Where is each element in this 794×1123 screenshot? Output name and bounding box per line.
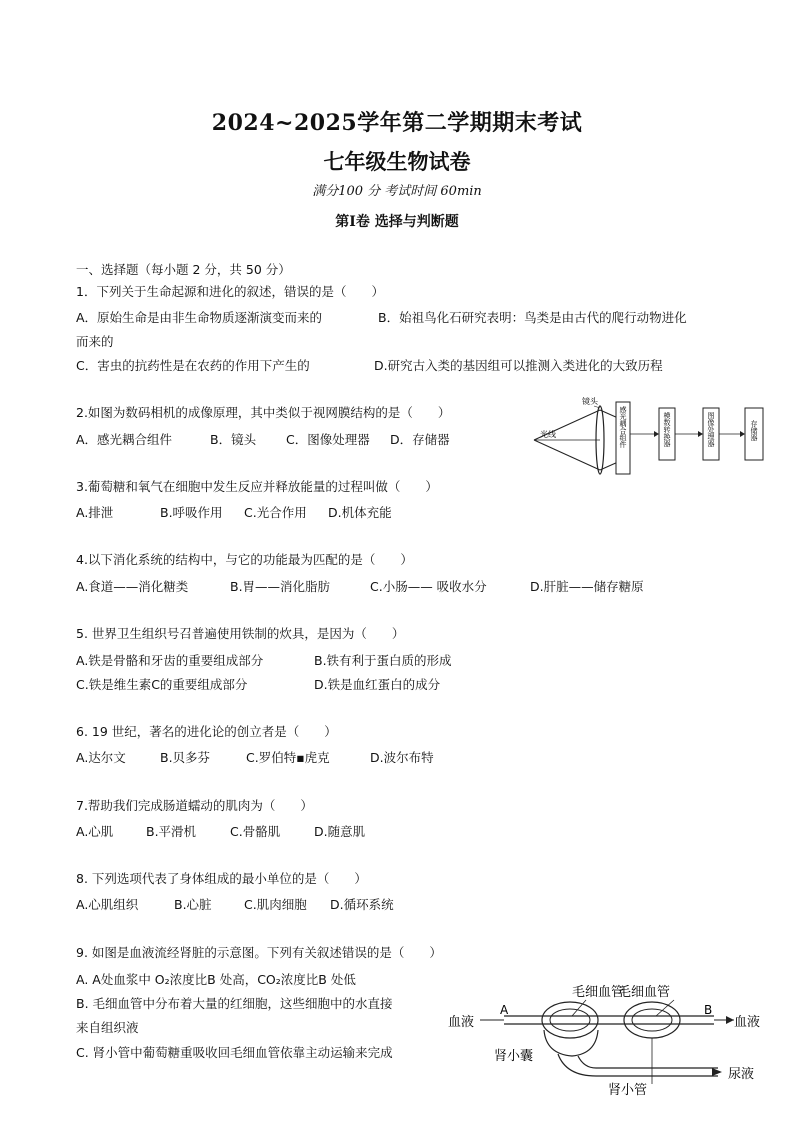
question-5-option-d: D.铁是血红蛋白的成分 — [314, 677, 441, 692]
question-5-option-b: B.铁有利于蛋白质的形成 — [314, 653, 452, 668]
question-7-stem: 7.帮助我们完成肠道蠕动的肌肉为（ ） — [76, 798, 313, 813]
question-5-option-a: A.铁是骨骼和牙齿的重要组成部分 — [76, 653, 264, 668]
question-2-option-d: D．存储器 — [390, 432, 450, 447]
question-6-option-d: D.波尔布特 — [370, 750, 434, 765]
converter-label: 模数转换器 — [663, 412, 671, 447]
point-b-label: B — [704, 1003, 713, 1017]
storage-label: 存储器 — [750, 420, 758, 441]
question-6-option-a: A.达尔文 — [76, 750, 126, 765]
question-7-option-d: D.随意肌 — [314, 824, 366, 839]
urine-label: 尿液 — [728, 1067, 755, 1082]
camera-imaging-figure — [528, 394, 774, 480]
question-8-option-d: D.循环系统 — [330, 897, 394, 912]
question-4-option-b: B.胃——消化脂肪 — [230, 579, 331, 594]
question-4-stem: 4.以下消化系统的结构中，与它的功能最为匹配的是（ ） — [76, 552, 413, 567]
processor-label: 图像处理器 — [707, 412, 715, 447]
question-1-option-d: D.研究古入类的基因组可以推测入类进化的大致历程 — [374, 358, 663, 373]
exam-meta: 满分100 分 考试时间 60min — [312, 184, 482, 199]
question-7-option-c: C.骨骼肌 — [230, 824, 281, 839]
question-5-option-c: C.铁是维生素C的重要组成部分 — [76, 677, 248, 692]
question-7-option-a: A.心肌 — [76, 824, 114, 839]
exam-title: 2024~2025学年第二学期期末考试 — [211, 110, 583, 136]
capillary-right-label: 毛细血管 — [618, 985, 671, 1000]
question-8-option-c: C.肌肉细胞 — [244, 897, 307, 912]
question-8-option-a: A.心肌组织 — [76, 897, 139, 912]
point-a-label: A — [500, 1003, 509, 1017]
question-3-stem: 3.葡萄糖和氧气在细胞中发生反应并释放能量的过程叫做（ ） — [76, 479, 438, 494]
question-3-option-a: A.排泄 — [76, 505, 114, 520]
question-7-option-b: B.平滑机 — [146, 824, 197, 839]
question-8-stem: 8. 下列选项代表了身体组成的最小单位的是（ ） — [76, 871, 367, 886]
question-2-stem: 2.如图为数码相机的成像原理，其中类似于视网膜结构的是（ ） — [76, 405, 451, 420]
part-heading: 第Ⅰ卷 选择与判断题 — [335, 214, 459, 230]
question-6-option-b: B.贝多芬 — [160, 750, 211, 765]
sensor-label: 感光耦合组件 — [619, 406, 627, 448]
question-2-option-b: B．镜头 — [210, 432, 257, 447]
question-2-option-c: C．图像处理器 — [286, 432, 370, 447]
blood-in-label: 血液 — [448, 1015, 475, 1030]
question-9-option-b-cont: 来自组织液 — [76, 1020, 139, 1035]
question-2-option-a: A．感光耦合组件 — [76, 432, 173, 447]
question-4-option-d: D.肝脏——储存糖原 — [530, 579, 644, 594]
capillary-left-label: 毛细血管 — [572, 985, 625, 1000]
kidney-blood-flow-figure — [446, 980, 766, 1098]
exam-subtitle: 七年级生物试卷 — [323, 149, 471, 174]
section-heading: 一、选择题（每小题 2 分，共 50 分） — [76, 262, 291, 277]
question-1-stem: 1．下列关于生命起源和进化的叙述，错误的是（ ） — [76, 284, 384, 299]
question-9-option-b: B. 毛细血管中分布着大量的红细胞，这些细胞中的水直接 — [76, 996, 393, 1011]
question-4-option-c: C.小肠—— 吸收水分 — [370, 579, 487, 594]
question-1-option-a: A．原始生命是由非生命物质逐渐演变而来的 — [76, 310, 323, 325]
question-3-option-d: D.机体充能 — [328, 505, 392, 520]
question-9-option-c: C. 肾小管中葡萄糖重吸收回毛细血管依靠主动运输来完成 — [76, 1045, 393, 1060]
lens-label: 镜头 — [582, 397, 598, 406]
question-1-option-b: B．始祖鸟化石研究表明：鸟类是由古代的爬行动物进化 — [378, 310, 687, 325]
question-6-option-c: C.罗伯特▪虎克 — [246, 750, 330, 765]
question-9-option-a: A. A处血浆中 O₂浓度比B 处高，CO₂浓度比B 处低 — [76, 972, 356, 987]
light-label: 光线 — [540, 430, 556, 439]
capsule-label: 肾小囊 — [494, 1049, 534, 1064]
question-1-option-c: C．害虫的抗药性是在农药的作用下产生的 — [76, 358, 310, 373]
tubule-label: 肾小管 — [608, 1083, 648, 1098]
question-6-stem: 6. 19 世纪，著名的进化论的创立者是（ ） — [76, 724, 337, 739]
blood-out-label: 血液 — [734, 1015, 761, 1030]
question-8-option-b: B.心脏 — [174, 897, 212, 912]
question-3-option-c: C.光合作用 — [244, 505, 307, 520]
question-5-stem: 5. 世界卫生组织号召普遍使用铁制的炊具，是因为（ ） — [76, 626, 405, 641]
question-4-option-a: A.食道——消化糖类 — [76, 579, 189, 594]
question-9-stem: 9. 如图是血液流经肾脏的示意图。下列有关叙述错误的是（ ） — [76, 945, 442, 960]
question-3-option-b: B.呼吸作用 — [160, 505, 223, 520]
question-1-option-b-cont: 而来的 — [76, 334, 114, 349]
